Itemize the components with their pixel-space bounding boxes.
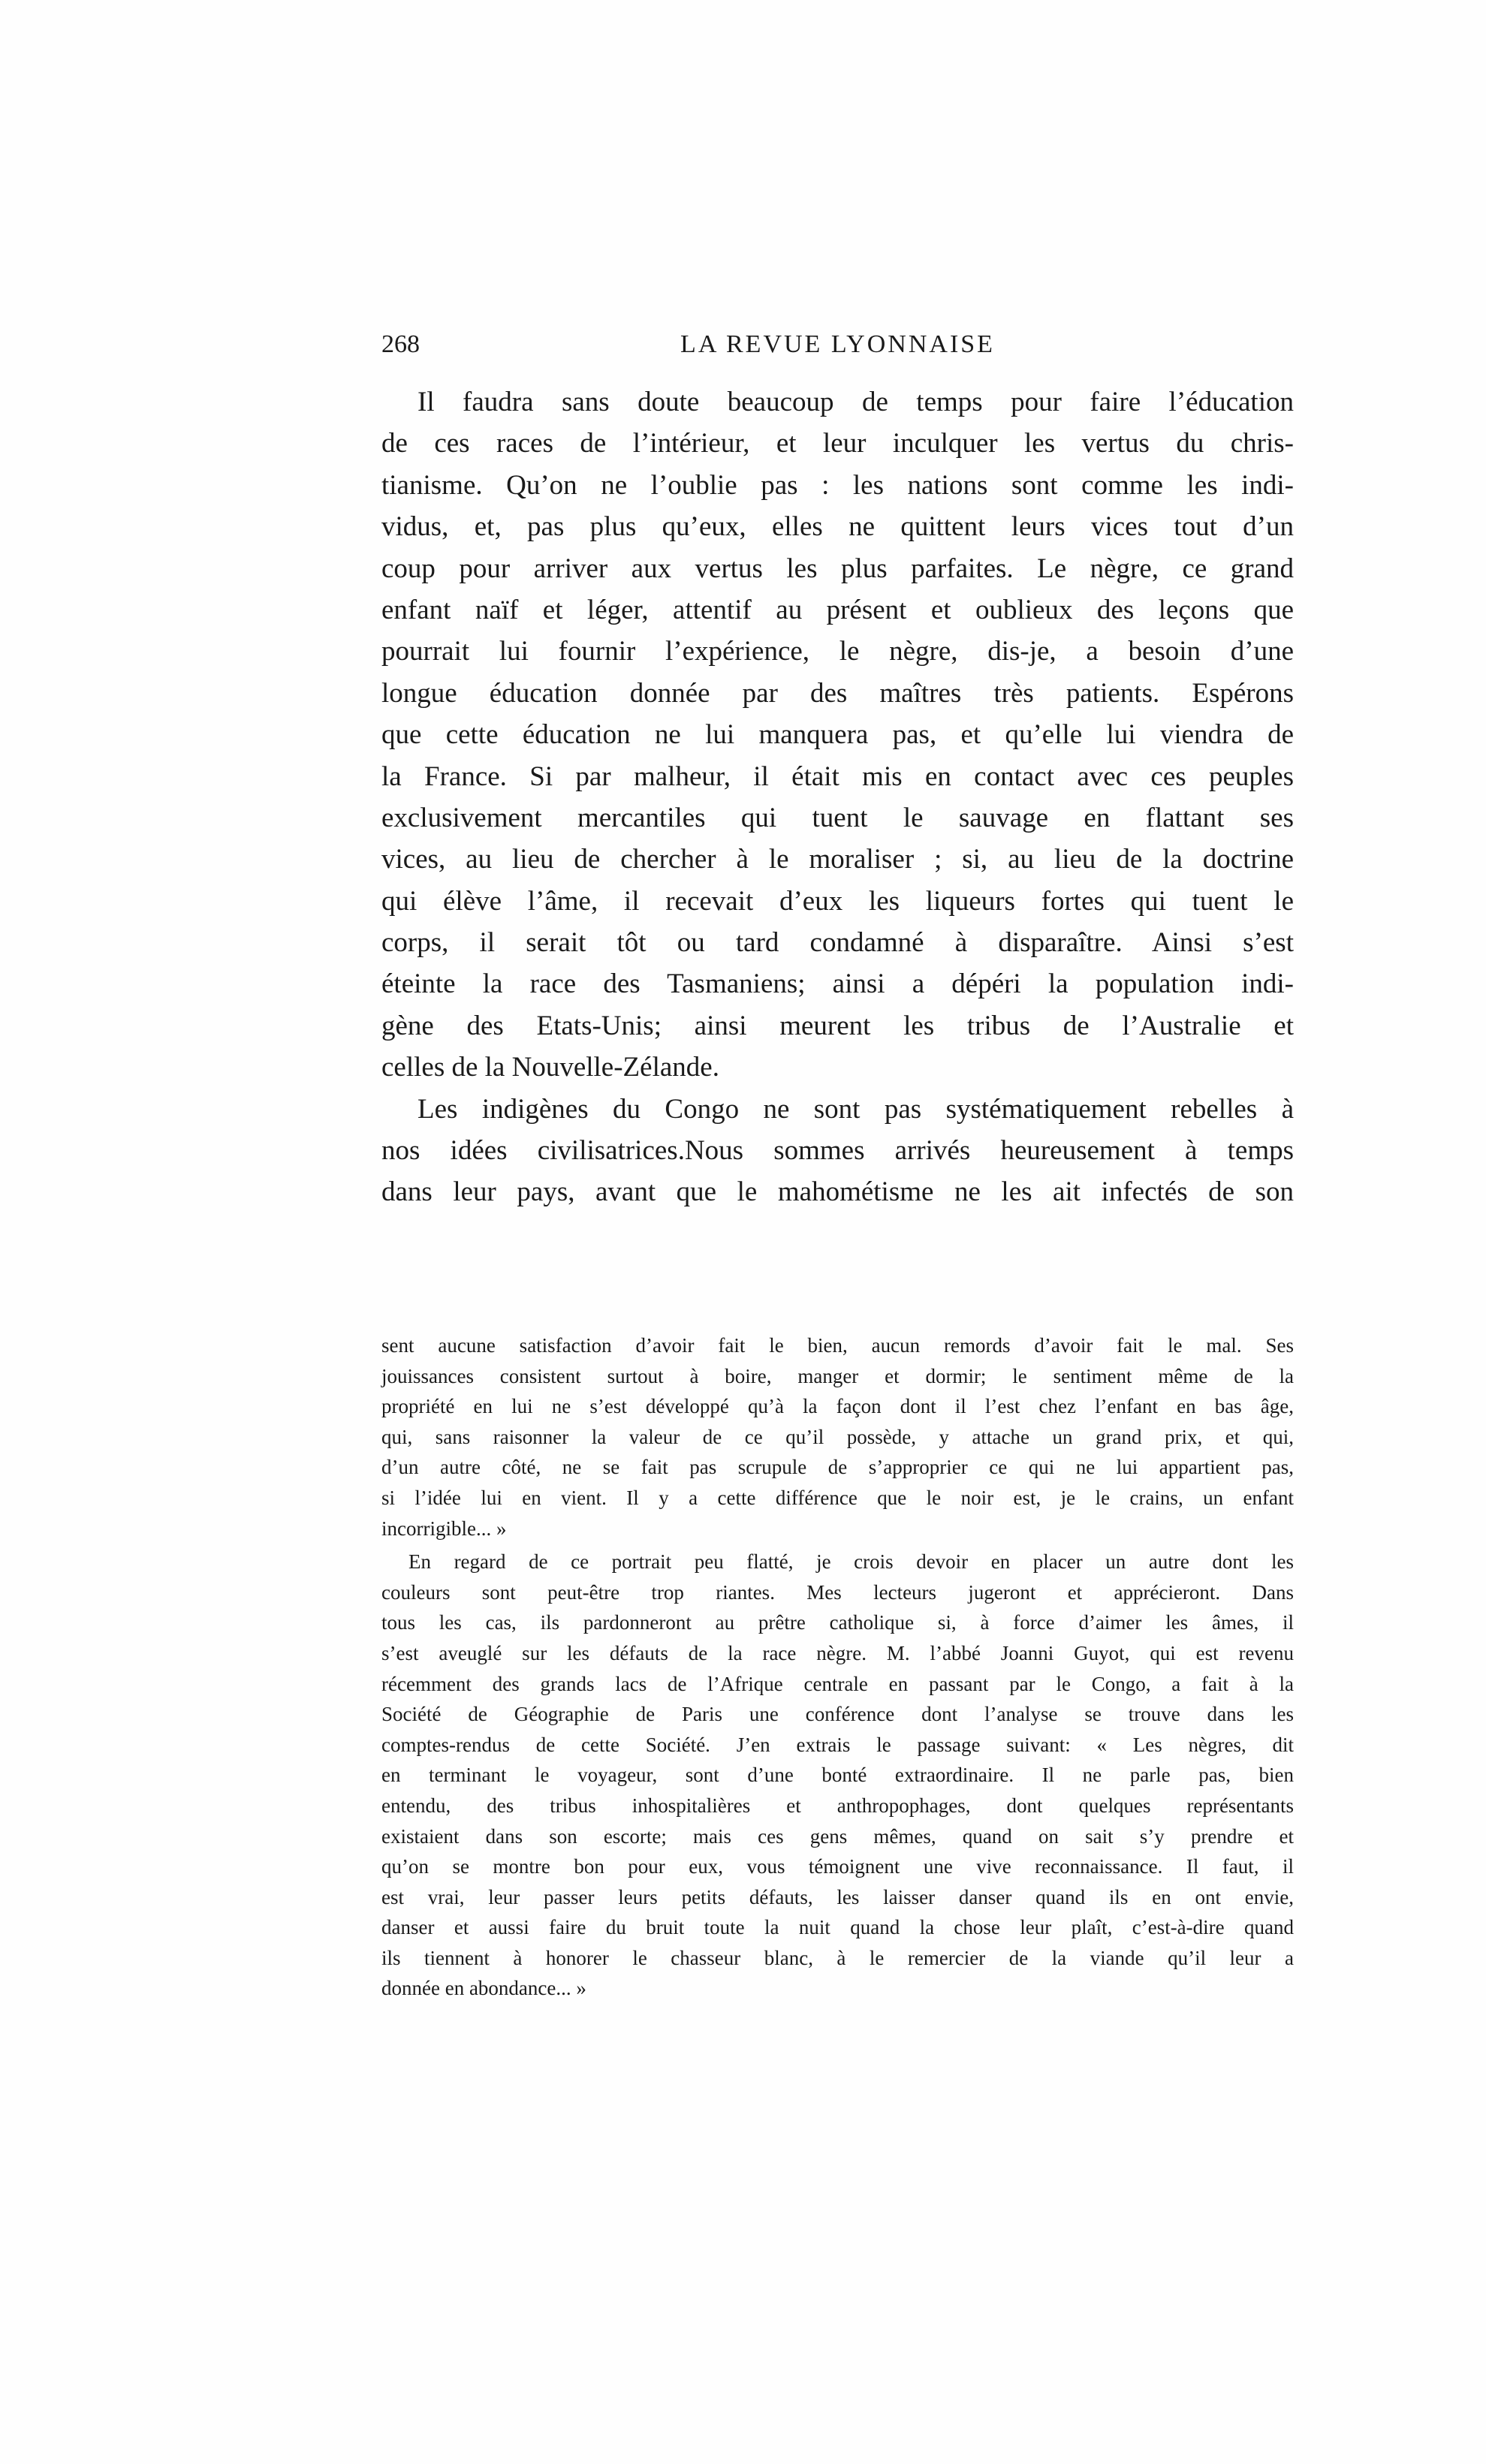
page-header xyxy=(381,330,1294,368)
text-line: corps, il serait tôt ou tard condamné à disparaître. Ainsi s’est xyxy=(381,927,1294,959)
running-title: LA REVUE LYONNAISE xyxy=(680,330,995,358)
text-line: gène des Etats-Unis; ainsi meurent les tribus de l’Australie et xyxy=(381,1010,1294,1041)
text-line: donnée en abondance... » xyxy=(381,1977,586,2000)
text-line: ils tiennent à honorer le chasseur blanc, à le remercier de la viande qu’il leur a xyxy=(381,1946,1294,1969)
text-line: tianisme. Qu’on ne l’oublie pas : les nations sont comme les indi- xyxy=(381,469,1294,501)
text-line: propriété en lui ne s’est développé qu’à la façon dont il l’est chez l’enfant en bas âge, xyxy=(381,1395,1294,1418)
footnote-paragraph xyxy=(381,1547,1294,2004)
text-line: Les indigènes du Congo ne sont pas systématiquement rebelles à xyxy=(417,1093,1294,1125)
text-line: entendu, des tribus inhospitalières et anthropophages, dont quelques représentants xyxy=(381,1794,1294,1817)
text-line: longue éducation donnée par des maîtres très patients. Espérons xyxy=(381,677,1294,709)
text-line: sent aucune satisfaction d’avoir fait le bien, aucun remords d’avoir fait le mal. Ses xyxy=(381,1334,1294,1357)
text-line: récemment des grands lacs de l’Afrique centrale en passant par le Congo, a fait à la xyxy=(381,1672,1294,1695)
text-line: Il faudra sans doute beaucoup de temps pour faire l’éducation xyxy=(417,387,1294,417)
text-line: coup pour arriver aux vertus les plus parfaites. Le nègre, ce grand xyxy=(381,553,1294,584)
text-line: En regard de ce portrait peu flatté, je crois devoir en placer un autre dont les xyxy=(408,1550,1294,1574)
text-line: comptes-rendus de cette Société. J’en extrais le passage suivant: « Les nègres, dit xyxy=(381,1733,1294,1756)
text-line: incorrigible... » xyxy=(381,1517,507,1540)
text-line: enfant naïf et léger, attentif au présent et oublieux des leçons que xyxy=(381,594,1294,625)
text-line: Société de Géographie de Paris une conférence dont l’analyse se trouve dans les xyxy=(381,1703,1294,1726)
text-line: tous les cas, ils pardonneront au prêtre catholique si, à force d’aimer les âmes, il xyxy=(381,1611,1294,1634)
text-line: pourrait lui fournir l’expérience, le nègre, dis-je, a besoin d’une xyxy=(381,636,1294,667)
text-line: en terminant le voyageur, sont d’une bonté extraordinaire. Il ne parle pas, bien xyxy=(381,1764,1294,1787)
text-line: s’est aveuglé sur les défauts de la race nègre. M. l’abbé Joanni Guyot, qui est revenu xyxy=(381,1641,1294,1664)
paragraph xyxy=(381,1089,1294,1213)
text-line: danser et aussi faire du bruit toute la nuit quand la chose leur plaît, c’est-à-dire quand xyxy=(381,1916,1294,1939)
text-line: est vrai, leur passer leurs petits défauts, les laisser danser quand ils en ont envie, xyxy=(381,1885,1294,1908)
paragraph xyxy=(381,381,1294,1089)
main-text xyxy=(381,381,1294,1213)
text-line: nos idées civilisatrices.Nous sommes arrivés heureusement à temps xyxy=(381,1135,1294,1167)
text-line: de ces races de l’intérieur, et leur inculquer les vertus du chris- xyxy=(381,428,1294,459)
text-line: jouissances consistent surtout à boire, manger et dormir; le sentiment même de la xyxy=(381,1364,1294,1387)
text-line: qu’on se montre bon pour eux, vous témoignent une vive reconnaissance. Il faut, il xyxy=(381,1855,1294,1878)
text-line: si l’idée lui en vient. Il y a cette différence que le noir est, je le crains, un enfant xyxy=(381,1486,1294,1509)
text-line: couleurs sont peut-être trop riantes. Mes lecteurs jugeront et apprécieront. Dans xyxy=(381,1580,1294,1604)
text-line: celles de la Nouvelle-Zélande. xyxy=(381,1052,719,1083)
text-line: existaient dans son escorte; mais ces gens mêmes, quand on sait s’y prendre et xyxy=(381,1824,1294,1848)
footnote-paragraph xyxy=(381,1330,1294,1544)
page-number: 268 xyxy=(381,330,420,358)
text-line: qui élève l’âme, il recevait d’eux les liqueurs fortes qui tuent le xyxy=(381,885,1294,917)
text-line: exclusivement mercantiles qui tuent le sauvage en flattant ses xyxy=(381,802,1294,833)
text-line: dans leur pays, avant que le mahométisme ne les ait infectés de son xyxy=(381,1176,1294,1208)
text-line: qui, sans raisonner la valeur de ce qu’il possède, y attache un grand prix, et qui, xyxy=(381,1425,1294,1448)
footnotes xyxy=(381,1330,1294,2007)
text-line: la France. Si par malheur, il était mis en contact avec ces peuples xyxy=(381,761,1294,792)
text-line: vices, au lieu de chercher à le moraliser ; si, au lieu de la doctrine xyxy=(381,844,1294,875)
text-line: vidus, et, pas plus qu’eux, elles ne quittent leurs vices tout d’un xyxy=(381,511,1294,543)
text-line: éteinte la race des Tasmaniens; ainsi a dépéri la population indi- xyxy=(381,968,1294,1000)
text-line: d’un autre côté, ne se fait pas scrupule de s’approprier ce qui ne lui appartient pas, xyxy=(381,1456,1294,1479)
text-line: que cette éducation ne lui manquera pas, et qu’elle lui viendra de xyxy=(381,719,1294,751)
